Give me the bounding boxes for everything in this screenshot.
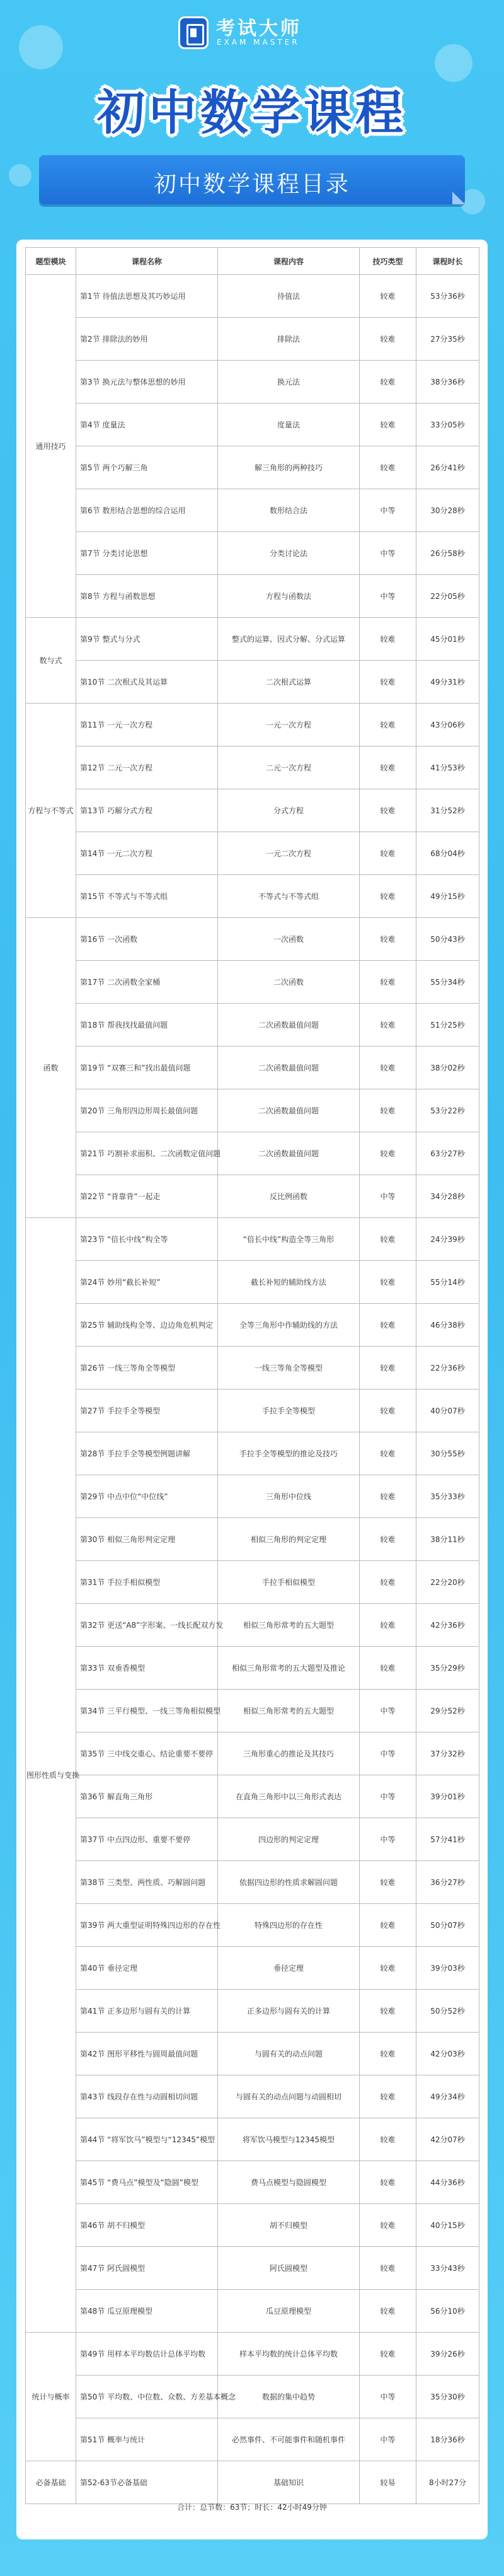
course-name-cell: 第4节 度量法 xyxy=(76,403,218,446)
table-row xyxy=(26,532,479,575)
duration-cell: 24分39秒 xyxy=(416,1218,479,1261)
duration-cell: 53分36秒 xyxy=(416,275,479,318)
course-name-cell: 第26节 一线三等角全等模型 xyxy=(76,1347,218,1390)
duration-cell: 42分07秒 xyxy=(416,2118,479,2161)
course-content-cell: 基础知识 xyxy=(218,2461,360,2504)
module-cell: 必备基础 xyxy=(26,2461,76,2504)
course-name-cell: 第34节 三平行模型、一线三等角相似模型 xyxy=(76,1690,218,1732)
skill-type-cell: 中等 xyxy=(360,1818,416,1861)
skill-type-cell: 较难 xyxy=(360,961,416,1004)
module-cell: 数与式 xyxy=(26,618,76,704)
duration-cell: 53分22秒 xyxy=(416,1089,479,1132)
course-name-cell: 第48节 瓜豆原理模型 xyxy=(76,2290,218,2333)
table-row xyxy=(26,1561,479,1604)
course-content-cell: 解三角形的两种技巧 xyxy=(218,446,360,489)
table-row xyxy=(26,789,479,832)
course-content-cell: 胡不归模型 xyxy=(218,2204,360,2247)
course-content-cell: 一次函数 xyxy=(218,918,360,961)
skill-type-cell: 中等 xyxy=(360,1732,416,1775)
table-row xyxy=(26,1690,479,1732)
course-content-cell: 反比例函数 xyxy=(218,1175,360,1218)
course-name-cell: 第13节 巧解分式方程 xyxy=(76,789,218,832)
table-row xyxy=(26,1304,479,1347)
duration-cell: 35分33秒 xyxy=(416,1475,479,1518)
module-cell: 图形性质与变换 xyxy=(26,1218,76,2333)
course-content-cell: 样本平均数的统计总体平均数 xyxy=(218,2333,360,2376)
table-row xyxy=(26,2204,479,2247)
table-row xyxy=(26,2461,479,2504)
course-content-cell: 全等三角形中作辅助线的方法 xyxy=(218,1304,360,1347)
course-name-cell: 第6节 数形结合思想的综合运用 xyxy=(76,489,218,532)
skill-type-cell: 较难 xyxy=(360,1347,416,1390)
subtitle-bar xyxy=(39,155,465,204)
course-name-cell: 第1节 待值法思想及其巧妙运用 xyxy=(76,275,218,318)
course-name-cell: 第7节 分类讨论思想 xyxy=(76,532,218,575)
course-name-cell: 第51节 概率与统计 xyxy=(76,2418,218,2461)
course-name-cell: 第43节 线段存在性与动圆相切问题 xyxy=(76,2075,218,2118)
course-name-cell: 第36节 解直角三角形 xyxy=(76,1775,218,1818)
module-cell: 通用技巧 xyxy=(26,275,76,618)
course-content-cell: 二元一次方程 xyxy=(218,746,360,789)
skill-type-cell: 较难 xyxy=(360,875,416,918)
course-content-cell: 二次函数最值问题 xyxy=(218,1004,360,1047)
table-row xyxy=(26,446,479,489)
table-row xyxy=(26,961,479,1004)
course-name-cell: 第8节 方程与函数思想 xyxy=(76,575,218,618)
duration-cell: 57分41秒 xyxy=(416,1818,479,1861)
duration-cell: 39分01秒 xyxy=(416,1775,479,1818)
skill-type-cell: 中等 xyxy=(360,489,416,532)
course-name-cell: 第42节 图形平移性与圆周最值问题 xyxy=(76,2033,218,2075)
course-content-cell: 费马点模型与隐圆模型 xyxy=(218,2161,360,2204)
course-content-cell: 将军饮马模型与12345模型 xyxy=(218,2118,360,2161)
skill-type-cell: 中等 xyxy=(360,1175,416,1218)
duration-cell: 38分11秒 xyxy=(416,1518,479,1561)
course-name-cell: 第9节 整式与分式 xyxy=(76,618,218,661)
course-name-cell: 第27节 手拉手全等模型 xyxy=(76,1390,218,1432)
course-name-cell: 第10节 二次根式及其运算 xyxy=(76,661,218,704)
course-table-card xyxy=(16,240,488,2539)
course-content-cell: 度量法 xyxy=(218,403,360,446)
page-title: 初中数学课程 xyxy=(97,84,407,141)
skill-type-cell: 较难 xyxy=(360,832,416,875)
course-name-cell: 第32节 更送“A8”字形案、一线长配双方发 xyxy=(76,1604,218,1647)
skill-type-cell: 较难 xyxy=(360,1604,416,1647)
skill-type-cell: 较难 xyxy=(360,618,416,661)
table-row xyxy=(26,2118,479,2161)
table-row xyxy=(26,1775,479,1818)
skill-type-cell: 较难 xyxy=(360,1432,416,1475)
course-name-cell: 第2节 排除法的妙用 xyxy=(76,318,218,361)
course-name-cell: 第41节 正多边形与圆有关的计算 xyxy=(76,1990,218,2033)
duration-cell: 27分35秒 xyxy=(416,318,479,361)
course-content-cell: 相似三角形常考的五大题型 xyxy=(218,1690,360,1732)
duration-cell: 42分03秒 xyxy=(416,2033,479,2075)
course-content-cell: 分类讨论法 xyxy=(218,532,360,575)
course-content-cell: 二次函数最值问题 xyxy=(218,1132,360,1175)
skill-type-cell: 较易 xyxy=(360,2461,416,2504)
skill-type-cell: 较难 xyxy=(360,1004,416,1047)
table-row xyxy=(26,489,479,532)
table-row xyxy=(26,1175,479,1218)
duration-cell: 68分04秒 xyxy=(416,832,479,875)
header-course-name: 课程名称 xyxy=(76,248,218,275)
course-content-cell: 在直角三角形中以三角形式表达 xyxy=(218,1775,360,1818)
skill-type-cell: 较难 xyxy=(360,1218,416,1261)
course-name-cell: 第14节 一元二次方程 xyxy=(76,832,218,875)
duration-cell: 29分52秒 xyxy=(416,1690,479,1732)
table-row xyxy=(26,2075,479,2118)
course-content-cell: 分式方程 xyxy=(218,789,360,832)
table-row xyxy=(26,704,479,746)
skill-type-cell: 较难 xyxy=(360,1390,416,1432)
header-course-content: 课程内容 xyxy=(218,248,360,275)
duration-cell: 43分06秒 xyxy=(416,704,479,746)
table-row xyxy=(26,918,479,961)
skill-type-cell: 较难 xyxy=(360,2290,416,2333)
table-row xyxy=(26,618,479,661)
course-name-cell: 第24节 妙用“截长补短” xyxy=(76,1261,218,1304)
table-row xyxy=(26,2033,479,2075)
skill-type-cell: 较难 xyxy=(360,2247,416,2290)
course-name-cell: 第44节 “将军饮马”模型与“12345”模型 xyxy=(76,2118,218,2161)
course-content-cell: 三角形中位线 xyxy=(218,1475,360,1518)
table-row xyxy=(26,1861,479,1904)
table-row xyxy=(26,1990,479,2033)
header-duration: 课程时长 xyxy=(416,248,479,275)
course-content-cell: 截长补短的辅助线方法 xyxy=(218,1261,360,1304)
course-content-cell: 一线三等角全等模型 xyxy=(218,1347,360,1390)
duration-cell: 40分07秒 xyxy=(416,1390,479,1432)
skill-type-cell: 较难 xyxy=(360,704,416,746)
brand-name: 考试大师 xyxy=(216,18,302,40)
duration-cell: 36分27秒 xyxy=(416,1861,479,1904)
skill-type-cell: 中等 xyxy=(360,2418,416,2461)
table-row xyxy=(26,1732,479,1775)
skill-type-cell: 较难 xyxy=(360,1089,416,1132)
skill-type-cell: 较难 xyxy=(360,1475,416,1518)
duration-cell: 35分30秒 xyxy=(416,2376,479,2418)
skill-type-cell: 中等 xyxy=(360,575,416,618)
course-content-cell: 特殊四边形的存在性 xyxy=(218,1904,360,1947)
skill-type-cell: 较难 xyxy=(360,403,416,446)
course-content-cell: 与圆有关的动点问题 xyxy=(218,2033,360,2075)
course-name-cell: 第23节 “倍长中线”构全等 xyxy=(76,1218,218,1261)
duration-cell: 31分52秒 xyxy=(416,789,479,832)
course-content-cell: 垂径定理 xyxy=(218,1947,360,1990)
table-body xyxy=(26,275,479,2504)
skill-type-cell: 较难 xyxy=(360,2333,416,2376)
course-content-cell: 手拉手相似模型 xyxy=(218,1561,360,1604)
duration-cell: 22分05秒 xyxy=(416,575,479,618)
duration-cell: 35分29秒 xyxy=(416,1647,479,1690)
table-row xyxy=(26,1947,479,1990)
duration-cell: 18分36秒 xyxy=(416,2418,479,2461)
table-row xyxy=(26,361,479,403)
duration-cell: 45分01秒 xyxy=(416,618,479,661)
course-name-cell: 第15节 不等式与不等式组 xyxy=(76,875,218,918)
table-row xyxy=(26,746,479,789)
table-row xyxy=(26,575,479,618)
course-content-cell: 瓜豆原理模型 xyxy=(218,2290,360,2333)
course-content-cell: 四边形的判定定理 xyxy=(218,1818,360,1861)
duration-cell: 39分26秒 xyxy=(416,2333,479,2376)
course-content-cell: 排除法 xyxy=(218,318,360,361)
duration-cell: 33分05秒 xyxy=(416,403,479,446)
brand-badge-icon xyxy=(178,16,209,49)
skill-type-cell: 较难 xyxy=(360,1947,416,1990)
page-subtitle: 初中数学课程目录 xyxy=(153,171,350,197)
course-name-cell: 第35节 三中线交重心、结论重要不要停 xyxy=(76,1732,218,1775)
duration-cell: 33分43秒 xyxy=(416,2247,479,2290)
table-row xyxy=(26,1518,479,1561)
course-table xyxy=(25,247,479,2504)
decor-bubble xyxy=(19,25,63,69)
course-name-cell: 第28节 手拉手全等模型例题讲解 xyxy=(76,1432,218,1475)
course-name-cell: 第37节 中点四边形、重要不要停 xyxy=(76,1818,218,1861)
duration-cell: 44分36秒 xyxy=(416,2161,479,2204)
table-row xyxy=(26,2247,479,2290)
skill-type-cell: 中等 xyxy=(360,1775,416,1818)
skill-type-cell: 较难 xyxy=(360,361,416,403)
duration-cell: 55分14秒 xyxy=(416,1261,479,1304)
skill-type-cell: 较难 xyxy=(360,1904,416,1947)
course-name-cell: 第22节 “背靠背”一起走 xyxy=(76,1175,218,1218)
duration-cell: 38分36秒 xyxy=(416,361,479,403)
skill-type-cell: 较难 xyxy=(360,918,416,961)
duration-cell: 34分28秒 xyxy=(416,1175,479,1218)
duration-cell: 41分53秒 xyxy=(416,746,479,789)
course-content-cell: 相似三角形常考的五大题型 xyxy=(218,1604,360,1647)
table-row xyxy=(26,1089,479,1132)
duration-cell: 56分10秒 xyxy=(416,2290,479,2333)
course-name-cell: 第45节 “费马点”模型及“隐圆”模型 xyxy=(76,2161,218,2204)
table-row xyxy=(26,1647,479,1690)
course-content-cell: 手拉手全等模型的推论及技巧 xyxy=(218,1432,360,1475)
skill-type-cell: 较难 xyxy=(360,1861,416,1904)
duration-cell: 40分15秒 xyxy=(416,2204,479,2247)
course-content-cell: 二次函数最值问题 xyxy=(218,1089,360,1132)
skill-type-cell: 中等 xyxy=(360,532,416,575)
course-name-cell: 第31节 手拉手相似模型 xyxy=(76,1561,218,1604)
skill-type-cell: 较难 xyxy=(360,446,416,489)
table-row xyxy=(26,2161,479,2204)
course-content-cell: “倍长中线”构造全等三角形 xyxy=(218,1218,360,1261)
module-cell: 方程与不等式 xyxy=(26,704,76,918)
skill-type-cell: 较难 xyxy=(360,1304,416,1347)
duration-cell: 49分15秒 xyxy=(416,875,479,918)
duration-cell: 49分31秒 xyxy=(416,661,479,704)
table-row xyxy=(26,661,479,704)
skill-type-cell: 中等 xyxy=(360,2376,416,2418)
skill-type-cell: 较难 xyxy=(360,275,416,318)
table-row xyxy=(26,1218,479,1261)
course-content-cell: 二次函数最值问题 xyxy=(218,1047,360,1089)
course-name-cell: 第3节 换元法与整体思想的妙用 xyxy=(76,361,218,403)
course-name-cell: 第52-63节必备基础 xyxy=(76,2461,218,2504)
course-name-cell: 第50节 平均数、中位数、众数、方差基本概念 xyxy=(76,2376,218,2418)
course-content-cell: 二次根式运算 xyxy=(218,661,360,704)
course-name-cell: 第5节 两个巧解三角 xyxy=(76,446,218,489)
course-content-cell: 一元二次方程 xyxy=(218,832,360,875)
course-content-cell: 数据的集中趋势 xyxy=(218,2376,360,2418)
table-row xyxy=(26,1904,479,1947)
duration-cell: 42分36秒 xyxy=(416,1604,479,1647)
course-name-cell: 第47节 阿氏圆模型 xyxy=(76,2247,218,2290)
duration-cell: 55分34秒 xyxy=(416,961,479,1004)
brand-name-en: EXAM MASTER xyxy=(217,38,300,47)
skill-type-cell: 较难 xyxy=(360,2204,416,2247)
table-row xyxy=(26,1390,479,1432)
skill-type-cell: 较难 xyxy=(360,1132,416,1175)
duration-cell: 50分52秒 xyxy=(416,1990,479,2033)
course-name-cell: 第40节 垂径定理 xyxy=(76,1947,218,1990)
header-skill-type: 技巧类型 xyxy=(360,248,416,275)
duration-cell: 30分55秒 xyxy=(416,1432,479,1475)
course-name-cell: 第12节 二元一次方程 xyxy=(76,746,218,789)
duration-cell: 49分34秒 xyxy=(416,2075,479,2118)
course-content-cell: 不等式与不等式组 xyxy=(218,875,360,918)
table-row xyxy=(26,2418,479,2461)
duration-cell: 39分03秒 xyxy=(416,1947,479,1990)
duration-cell: 50分43秒 xyxy=(416,918,479,961)
duration-cell: 22分20秒 xyxy=(416,1561,479,1604)
course-name-cell: 第25节 辅助线构全等、边边角危机判定 xyxy=(76,1304,218,1347)
course-content-cell: 换元法 xyxy=(218,361,360,403)
skill-type-cell: 较难 xyxy=(360,1261,416,1304)
skill-type-cell: 中等 xyxy=(360,1690,416,1732)
duration-cell: 50分07秒 xyxy=(416,1904,479,1947)
duration-cell: 38分02秒 xyxy=(416,1047,479,1089)
table-row xyxy=(26,275,479,318)
table-row xyxy=(26,2290,479,2333)
table-row xyxy=(26,832,479,875)
course-content-cell: 必然事件、不可能事件和随机事件 xyxy=(218,2418,360,2461)
duration-cell: 63分27秒 xyxy=(416,1132,479,1175)
course-name-cell: 第20节 三角形四边形周长最值问题 xyxy=(76,1089,218,1132)
course-name-cell: 第17节 二次函数全家桶 xyxy=(76,961,218,1004)
course-content-cell: 待值法 xyxy=(218,275,360,318)
table-row xyxy=(26,2333,479,2376)
table-row xyxy=(26,1047,479,1089)
brand-logo xyxy=(178,14,326,52)
course-content-cell: 阿氏圆模型 xyxy=(218,2247,360,2290)
course-name-cell: 第18节 帮我找找最值问题 xyxy=(76,1004,218,1047)
skill-type-cell: 较难 xyxy=(360,1047,416,1089)
duration-cell: 37分32秒 xyxy=(416,1732,479,1775)
table-row xyxy=(26,1475,479,1518)
course-content-cell: 相似三角形的判定定理 xyxy=(218,1518,360,1561)
decor-bubble xyxy=(9,164,32,187)
table-footer-total: 合计：总节数：63节；时长：42小时49分钟 xyxy=(177,2503,327,2512)
skill-type-cell: 较难 xyxy=(360,2118,416,2161)
course-content-cell: 二次函数 xyxy=(218,961,360,1004)
course-name-cell: 第49节 用样本平均数估计总体平均数 xyxy=(76,2333,218,2376)
course-content-cell: 三角形重心的推论及其技巧 xyxy=(218,1732,360,1775)
course-content-cell: 依据四边形的性质求解圆问题 xyxy=(218,1861,360,1904)
duration-cell: 46分38秒 xyxy=(416,1304,479,1347)
course-content-cell: 一元一次方程 xyxy=(218,704,360,746)
table-row xyxy=(26,1818,479,1861)
skill-type-cell: 较难 xyxy=(360,789,416,832)
course-content-cell: 方程与函数法 xyxy=(218,575,360,618)
course-name-cell: 第39节 两大重型证明特殊四边形的存在性 xyxy=(76,1904,218,1947)
course-content-cell: 相似三角形常考的五大题型及推论 xyxy=(218,1647,360,1690)
module-cell: 函数 xyxy=(26,918,76,1218)
skill-type-cell: 较难 xyxy=(360,2033,416,2075)
duration-cell: 30分28秒 xyxy=(416,489,479,532)
duration-cell: 26分58秒 xyxy=(416,532,479,575)
course-name-cell: 第29节 中点中位“中位线” xyxy=(76,1475,218,1518)
skill-type-cell: 较难 xyxy=(360,2075,416,2118)
skill-type-cell: 较难 xyxy=(360,1518,416,1561)
duration-cell: 8小时27分 xyxy=(416,2461,479,2504)
table-row xyxy=(26,318,479,361)
duration-cell: 22分36秒 xyxy=(416,1347,479,1390)
duration-cell: 51分25秒 xyxy=(416,1004,479,1047)
skill-type-cell: 较难 xyxy=(360,746,416,789)
course-name-cell: 第33节 双垂香模型 xyxy=(76,1647,218,1690)
table-row xyxy=(26,403,479,446)
course-content-cell: 数形结合法 xyxy=(218,489,360,532)
table-row xyxy=(26,1604,479,1647)
course-name-cell: 第46节 胡不归模型 xyxy=(76,2204,218,2247)
skill-type-cell: 较难 xyxy=(360,318,416,361)
header-module: 题型模块 xyxy=(26,248,76,275)
course-name-cell: 第11节 一元一次方程 xyxy=(76,704,218,746)
skill-type-cell: 较难 xyxy=(360,1647,416,1690)
table-row xyxy=(26,1004,479,1047)
skill-type-cell: 较难 xyxy=(360,1561,416,1604)
module-cell: 统计与概率 xyxy=(26,2333,76,2461)
course-content-cell: 正多边形与圆有关的计算 xyxy=(218,1990,360,2033)
course-content-cell: 与圆有关的动点问题与动圆相切 xyxy=(218,2075,360,2118)
skill-type-cell: 较难 xyxy=(360,2161,416,2204)
course-name-cell: 第16节 一次函数 xyxy=(76,918,218,961)
course-name-cell: 第19节 “双赛三和”找出最值问题 xyxy=(76,1047,218,1089)
table-header-row xyxy=(26,248,479,275)
table-row xyxy=(26,1261,479,1304)
table-row xyxy=(26,2376,479,2418)
course-content-cell: 整式的运算、因式分解、分式运算 xyxy=(218,618,360,661)
table-row xyxy=(26,1132,479,1175)
duration-cell: 26分41秒 xyxy=(416,446,479,489)
skill-type-cell: 较难 xyxy=(360,661,416,704)
table-row xyxy=(26,875,479,918)
course-name-cell: 第21节 巧割补求面积、二次函数定值问题 xyxy=(76,1132,218,1175)
course-name-cell: 第38节 三类型、两性质、巧解圆问题 xyxy=(76,1861,218,1904)
course-content-cell: 手拉手全等模型 xyxy=(218,1390,360,1432)
table-row xyxy=(26,1432,479,1475)
skill-type-cell: 较难 xyxy=(360,1990,416,2033)
course-name-cell: 第30节 相似三角形判定定理 xyxy=(76,1518,218,1561)
table-row xyxy=(26,1347,479,1390)
